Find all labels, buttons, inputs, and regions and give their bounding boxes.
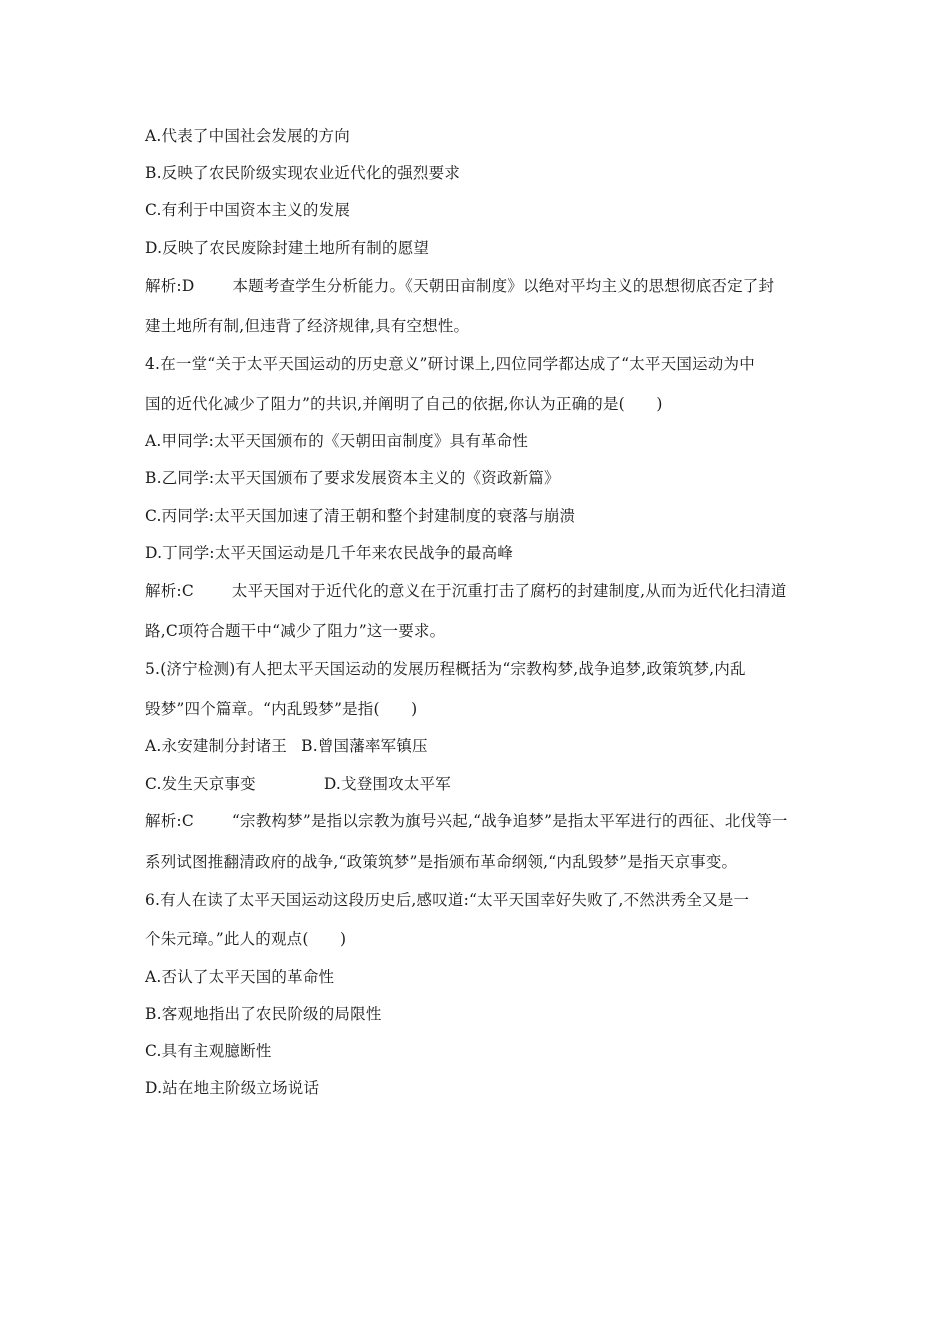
q4-stem-line2: 国的近代化减少了阻力”的共识,并阐明了自己的依据,你认为正确的是( ) bbox=[145, 395, 663, 413]
q5-option-b: B.曾国藩率军镇压 bbox=[301, 737, 428, 755]
q3-analysis-text1: 本题考查学生分析能力。《天朝田亩制度》以绝对平均主义的思想彻底否定了封 bbox=[232, 277, 775, 295]
q3-option-c: C.有利于中国资本主义的发展 bbox=[145, 201, 351, 219]
q4-option-a: A.甲同学:太平天国颁布的《天朝田亩制度》具有革命性 bbox=[145, 432, 529, 450]
q5-stem-line1: 5.(济宁检测)有人把太平天国运动的发展历程概括为“宗教构梦,战争追梦,政策筑梦,内乱 bbox=[145, 660, 746, 678]
q3-analysis-line1 bbox=[145, 276, 810, 296]
q4-option-b: B.乙同学:太平天国颁布了要求发展资本主义的《资政新篇》 bbox=[145, 469, 560, 487]
q5-option-d: D.戈登围攻太平军 bbox=[323, 775, 451, 793]
q3-option-a: A.代表了中国社会发展的方向 bbox=[145, 127, 350, 145]
q4-analysis-line1 bbox=[145, 581, 810, 601]
q4-analysis-label: 解析:C bbox=[145, 582, 194, 600]
q5-stem-line2: 毁梦”四个篇章。“内乱毁梦”是指( ) bbox=[145, 700, 418, 718]
q5-analysis-label: 解析:C bbox=[145, 812, 194, 830]
q5-analysis-line1 bbox=[145, 811, 810, 831]
q5-option-a: A.永安建制分封诸王 bbox=[145, 737, 288, 755]
q3-option-b: B.反映了农民阶级实现农业近代化的强烈要求 bbox=[145, 164, 461, 182]
q6-option-d: D.站在地主阶级立场说话 bbox=[145, 1079, 320, 1097]
q5-analysis-line2: 系列试图推翻清政府的战争,“政策筑梦”是指颁布革命纲领,“内乱毁梦”是指天京事变。 bbox=[145, 853, 738, 871]
q3-analysis-line2: 建土地所有制,但违背了经济规律,具有空想性。 bbox=[145, 317, 470, 335]
q5-option-c: C.发生天京事变 bbox=[145, 775, 256, 793]
q4-analysis-line2: 路,C项符合题干中“减少了阻力”这一要求。 bbox=[145, 622, 446, 640]
q5-options-ab bbox=[145, 736, 810, 756]
q3-analysis-label: 解析:D bbox=[145, 277, 195, 295]
q5-analysis-text1: “宗教构梦”是指以宗教为旗号兴起,“战争追梦”是指太平军进行的西征、北伐等一 bbox=[231, 812, 788, 830]
q3-option-d: D.反映了农民废除封建土地所有制的愿望 bbox=[145, 239, 430, 257]
q5-options-cd bbox=[145, 774, 810, 794]
q6-option-c: C.具有主观臆断性 bbox=[145, 1042, 272, 1060]
q4-stem-line1: 4.在一堂“关于太平天国运动的历史意义”研讨课上,四位同学都达成了“太平天国运动为中 bbox=[145, 355, 755, 373]
q6-option-a: A.否认了太平天国的革命性 bbox=[145, 968, 335, 986]
q6-stem-line1: 6.有人在读了太平天国运动这段历史后,感叹道:“太平天国幸好失败了,不然洪秀全又是一 bbox=[145, 891, 750, 909]
q4-option-c: C.丙同学:太平天国加速了清王朝和整个封建制度的衰落与崩溃 bbox=[145, 507, 576, 525]
q6-option-b: B.客观地指出了农民阶级的局限性 bbox=[145, 1005, 382, 1023]
q4-option-d: D.丁同学:太平天国运动是几千年来农民战争的最高峰 bbox=[145, 544, 514, 562]
q4-analysis-text1: 太平天国对于近代化的意义在于沉重打击了腐朽的封建制度,从而为近代化扫清道 bbox=[231, 582, 787, 600]
q6-stem-line2: 个朱元璋。”此人的观点( ) bbox=[145, 930, 347, 948]
